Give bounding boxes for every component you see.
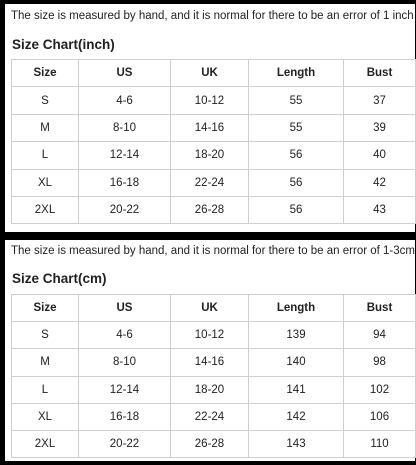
cell-bust: 42 — [344, 169, 416, 196]
table-row — [12, 114, 416, 141]
header-bust: Bust — [344, 60, 416, 87]
cell-size: L — [12, 376, 79, 403]
cell-length: 140 — [249, 349, 344, 376]
table-row — [12, 169, 416, 196]
cell-size: 2XL — [12, 196, 79, 223]
cell-us: 4-6 — [79, 322, 171, 349]
cell-size: 2XL — [12, 430, 79, 457]
header-uk: UK — [171, 60, 249, 87]
cell-size: M — [12, 114, 79, 141]
cell-us: 20-22 — [79, 196, 171, 223]
cell-bust: 40 — [344, 142, 416, 169]
cell-us: 12-14 — [79, 142, 171, 169]
cell-length: 55 — [249, 87, 344, 114]
table-row — [12, 349, 416, 376]
size-table-inch — [11, 59, 416, 224]
cell-us: 8-10 — [79, 349, 171, 376]
cell-length: 141 — [249, 376, 344, 403]
cell-bust: 110 — [344, 430, 416, 457]
cell-uk: 26-28 — [171, 430, 249, 457]
cell-bust: 102 — [344, 376, 416, 403]
cell-uk: 10-12 — [171, 87, 249, 114]
header-bust: Bust — [344, 295, 416, 322]
cell-length: 55 — [249, 114, 344, 141]
cell-length: 56 — [249, 142, 344, 169]
header-length: Length — [249, 295, 344, 322]
cell-size: L — [12, 142, 79, 169]
table-row — [12, 322, 416, 349]
cell-length: 139 — [249, 322, 344, 349]
table-row — [12, 403, 416, 430]
cell-size: XL — [12, 169, 79, 196]
cell-us: 20-22 — [79, 430, 171, 457]
measurement-note: The size is measured by hand, and it is normal for there to be an error of 1 inch — [11, 10, 414, 22]
cell-size: S — [12, 322, 79, 349]
header-size: Size — [12, 295, 79, 322]
cell-uk: 22-24 — [171, 403, 249, 430]
cell-bust: 106 — [344, 403, 416, 430]
cell-uk: 14-16 — [171, 114, 249, 141]
table-row — [12, 430, 416, 457]
table-row — [12, 87, 416, 114]
header-size: Size — [12, 60, 79, 87]
cell-size: M — [12, 349, 79, 376]
cell-bust: 39 — [344, 114, 416, 141]
table-row — [12, 196, 416, 223]
cell-uk: 18-20 — [171, 376, 249, 403]
cell-uk: 26-28 — [171, 196, 249, 223]
header-uk: UK — [171, 295, 249, 322]
size-chart-cm-panel — [5, 240, 415, 461]
cell-us: 8-10 — [79, 114, 171, 141]
cell-uk: 18-20 — [171, 142, 249, 169]
cell-length: 56 — [249, 196, 344, 223]
cell-size: S — [12, 87, 79, 114]
table-row — [12, 142, 416, 169]
cell-length: 142 — [249, 403, 344, 430]
table-header-row — [12, 60, 416, 87]
cell-bust: 43 — [344, 196, 416, 223]
cell-us: 4-6 — [79, 87, 171, 114]
cell-uk: 22-24 — [171, 169, 249, 196]
size-table-cm — [11, 294, 416, 458]
chart-title: Size Chart(inch) — [12, 37, 115, 52]
cell-us: 12-14 — [79, 376, 171, 403]
size-chart-inch-panel — [5, 4, 415, 232]
measurement-note: The size is measured by hand, and it is normal for there to be an error of 1-3cm — [11, 245, 415, 257]
table-row — [12, 376, 416, 403]
table-header-row — [12, 295, 416, 322]
header-us: US — [79, 295, 171, 322]
cell-length: 56 — [249, 169, 344, 196]
chart-title: Size Chart(cm) — [12, 271, 107, 286]
cell-length: 143 — [249, 430, 344, 457]
cell-us: 16-18 — [79, 169, 171, 196]
header-length: Length — [249, 60, 344, 87]
cell-bust: 98 — [344, 349, 416, 376]
cell-us: 16-18 — [79, 403, 171, 430]
cell-bust: 37 — [344, 87, 416, 114]
header-us: US — [79, 60, 171, 87]
cell-bust: 94 — [344, 322, 416, 349]
cell-size: XL — [12, 403, 79, 430]
cell-uk: 10-12 — [171, 322, 249, 349]
cell-uk: 14-16 — [171, 349, 249, 376]
